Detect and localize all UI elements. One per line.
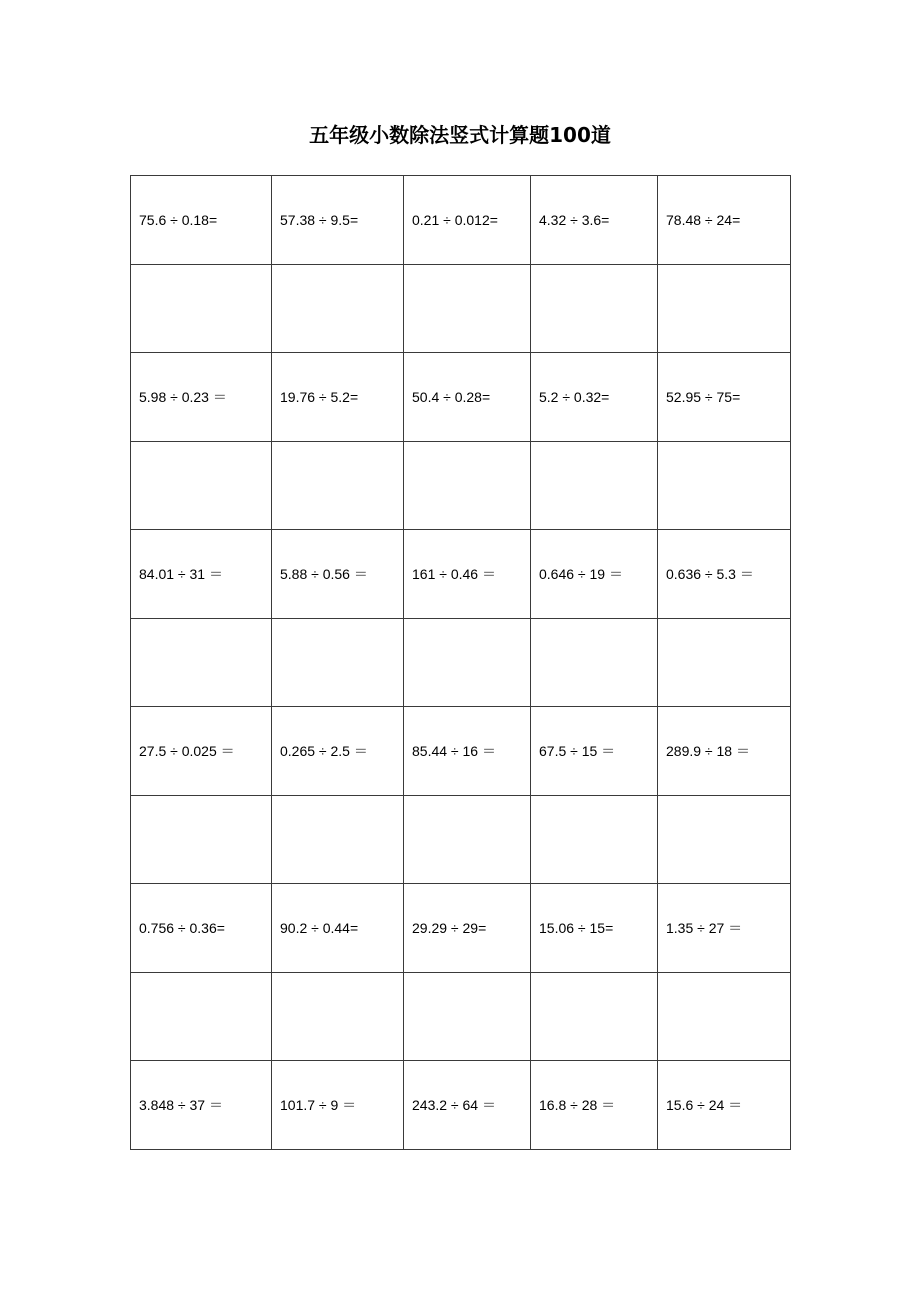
problem-row [131,530,791,619]
answer-cell[interactable] [272,441,404,530]
answer-cell[interactable] [658,972,791,1061]
answer-row [131,264,791,353]
answer-cell[interactable] [658,264,791,353]
problem-cell: 84.01 ÷ 31 ＝ [131,530,272,619]
answer-cell[interactable] [531,972,658,1061]
problem-row [131,353,791,442]
problem-cell: 29.29 ÷ 29= [404,884,531,973]
problem-cell: 0.646 ÷ 19 ＝ [531,530,658,619]
answer-cell[interactable] [658,441,791,530]
problem-cell: 67.5 ÷ 15 ＝ [531,707,658,796]
answer-cell[interactable] [131,618,272,707]
problem-cell: 3.848 ÷ 37 ＝ [131,1061,272,1150]
problem-row [131,707,791,796]
answer-cell[interactable] [404,264,531,353]
answer-cell[interactable] [272,264,404,353]
problem-cell: 101.7 ÷ 9 ＝ [272,1061,404,1150]
problem-cell: 0.265 ÷ 2.5 ＝ [272,707,404,796]
problem-cell: 161 ÷ 0.46 ＝ [404,530,531,619]
problem-cell: 5.98 ÷ 0.23 ＝ [131,353,272,442]
answer-cell[interactable] [131,264,272,353]
answer-cell[interactable] [531,264,658,353]
answer-cell[interactable] [658,618,791,707]
problem-cell: 52.95 ÷ 75= [658,353,791,442]
problem-cell: 0.21 ÷ 0.012= [404,176,531,265]
problem-cell: 289.9 ÷ 18 ＝ [658,707,791,796]
answer-cell[interactable] [131,972,272,1061]
answer-cell[interactable] [272,795,404,884]
problem-cell: 243.2 ÷ 64 ＝ [404,1061,531,1150]
answer-cell[interactable] [404,972,531,1061]
problem-cell: 15.6 ÷ 24 ＝ [658,1061,791,1150]
answer-cell[interactable] [272,618,404,707]
problem-cell: 19.76 ÷ 5.2= [272,353,404,442]
answer-cell[interactable] [131,441,272,530]
answer-row [131,795,791,884]
answer-cell[interactable] [131,795,272,884]
answer-cell[interactable] [404,795,531,884]
problem-cell: 0.636 ÷ 5.3 ＝ [658,530,791,619]
problem-cell: 16.8 ÷ 28 ＝ [531,1061,658,1150]
problem-cell: 5.2 ÷ 0.32= [531,353,658,442]
page-title: 五年级小数除法竖式计算题100道 [309,123,611,147]
answer-cell[interactable] [531,795,658,884]
answer-cell[interactable] [531,618,658,707]
answer-cell[interactable] [531,441,658,530]
problem-cell: 27.5 ÷ 0.025 ＝ [131,707,272,796]
problem-row [131,884,791,973]
problem-cell: 85.44 ÷ 16 ＝ [404,707,531,796]
problem-cell: 75.6 ÷ 0.18= [131,176,272,265]
problem-cell: 4.32 ÷ 3.6= [531,176,658,265]
problem-cell: 50.4 ÷ 0.28= [404,353,531,442]
answer-cell[interactable] [272,972,404,1061]
problem-cell: 1.35 ÷ 27 ＝ [658,884,791,973]
problems-table [130,175,791,1150]
answer-row [131,618,791,707]
problem-cell: 0.756 ÷ 0.36= [131,884,272,973]
problem-cell: 78.48 ÷ 24= [658,176,791,265]
answer-cell[interactable] [404,618,531,707]
answer-row [131,441,791,530]
answer-cell[interactable] [404,441,531,530]
answer-cell[interactable] [658,795,791,884]
problem-cell: 90.2 ÷ 0.44= [272,884,404,973]
problem-cell: 5.88 ÷ 0.56 ＝ [272,530,404,619]
answer-row [131,972,791,1061]
problem-cell: 15.06 ÷ 15= [531,884,658,973]
problem-row [131,176,791,265]
problem-row [131,1061,791,1150]
problem-cell: 57.38 ÷ 9.5= [272,176,404,265]
